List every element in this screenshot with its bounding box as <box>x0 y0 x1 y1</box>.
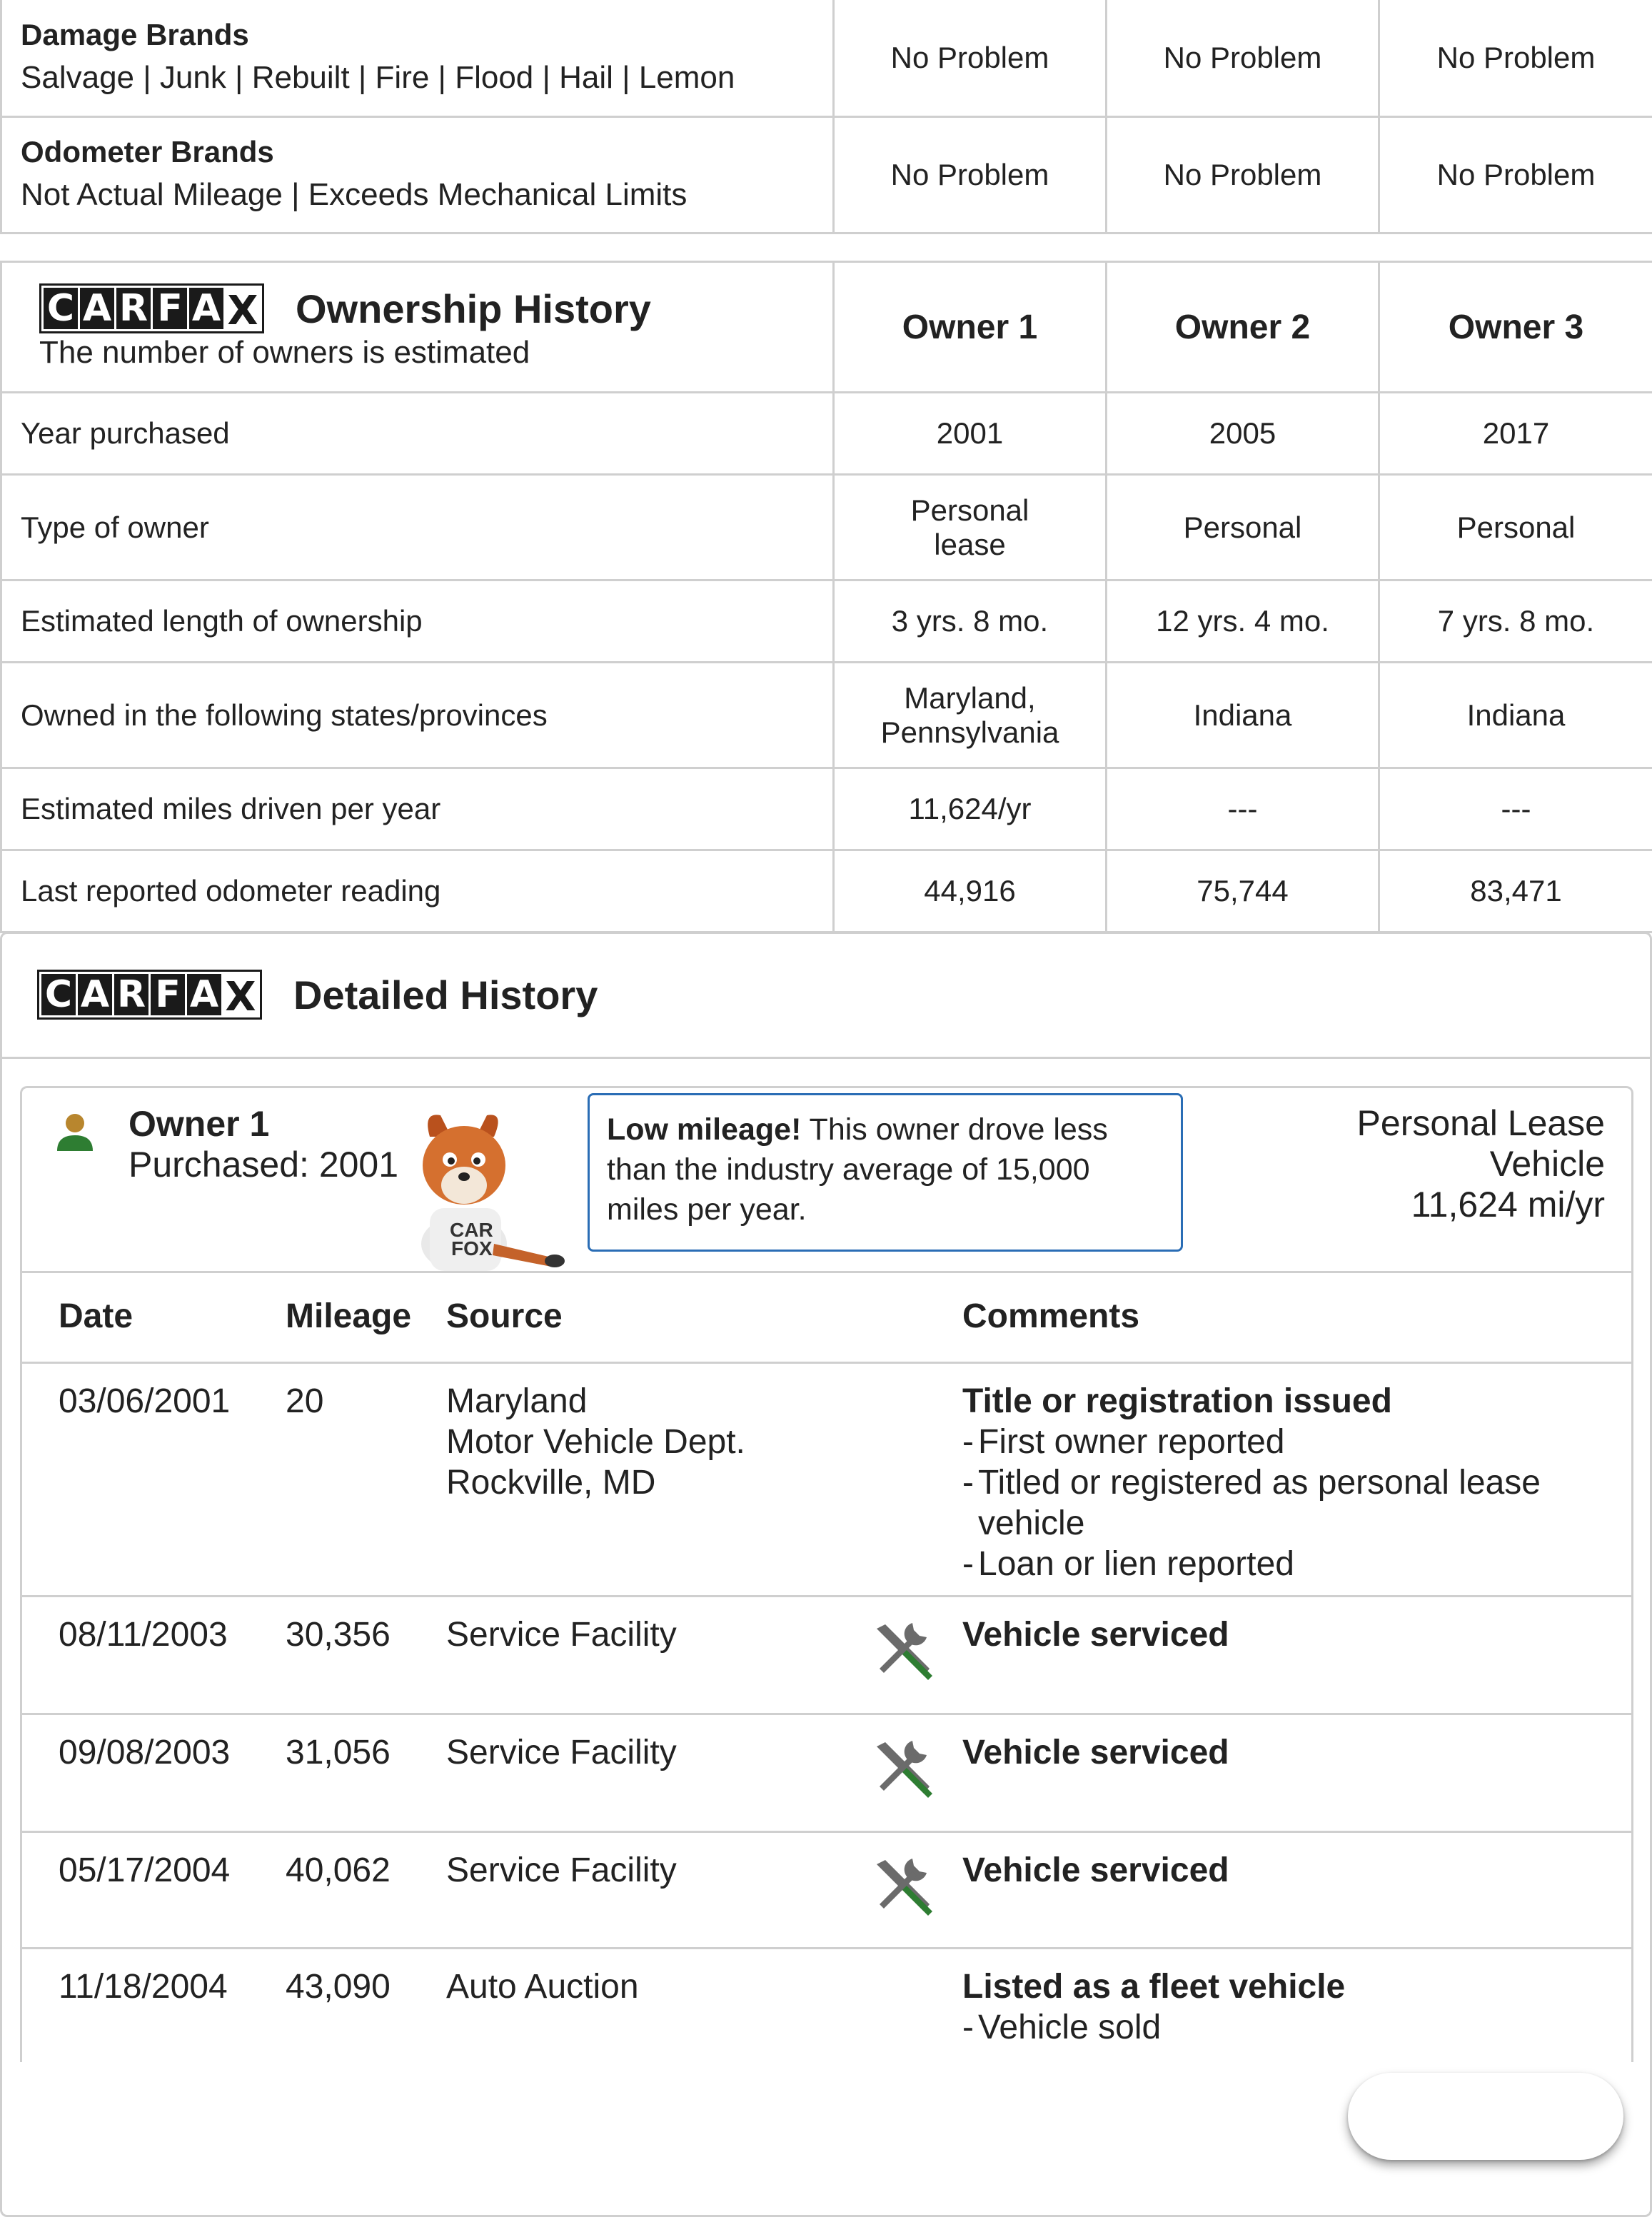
row-value: Personal <box>1379 475 1652 580</box>
row-value: Personal lease <box>834 475 1107 580</box>
column-header-mileage: Mileage <box>286 1296 411 1337</box>
record-source: Service Facility <box>446 1614 677 1655</box>
row-label: Owned in the following states/provinces <box>1 663 834 768</box>
row-label: Year purchased <box>1 393 834 475</box>
ownership-note: The number of owners is estimated <box>39 335 832 371</box>
row-value: Indiana <box>1379 663 1652 768</box>
brand-title: Damage Brands <box>21 15 832 55</box>
record-date: 11/18/2004 <box>59 1966 228 2007</box>
owner-column-header: Owner 3 <box>1379 262 1652 393</box>
owner-type: Personal Lease Vehicle 11,624 mi/yr <box>1357 1103 1605 1225</box>
row-value: 12 yrs. 4 mo. <box>1107 580 1379 663</box>
row-value: 3 yrs. 8 mo. <box>834 580 1107 663</box>
carfox-mascot <box>408 1108 565 1272</box>
owner-column-header: Owner 1 <box>834 262 1107 393</box>
row-value: Maryland, Pennsylvania <box>834 663 1107 768</box>
record-mileage: 40,062 <box>286 1850 391 1891</box>
ownership-row <box>1 580 1652 663</box>
row-value: 2005 <box>1107 393 1379 475</box>
comment-title: Listed as a fleet vehicle <box>962 1966 1605 2007</box>
row-value: 75,744 <box>1107 850 1379 932</box>
brand-title: Odometer Brands <box>21 132 832 172</box>
row-label: Type of owner <box>1 475 834 580</box>
history-header-row <box>21 1271 1632 1364</box>
brand-value: No Problem <box>1107 0 1379 117</box>
row-value: Indiana <box>1107 663 1379 768</box>
row-value: --- <box>1379 768 1652 850</box>
brands-table <box>0 0 1652 234</box>
row-label: Last reported odometer reading <box>1 850 834 932</box>
comment-item: - Titled or registered as personal lease vehicle <box>962 1462 1605 1544</box>
record-comments <box>962 1966 1605 2048</box>
ownership-row <box>1 393 1652 475</box>
ownership-row <box>1 850 1652 932</box>
row-label: Estimated miles driven per year <box>1 768 834 850</box>
record-mileage: 31,056 <box>286 1732 391 1773</box>
row-value: 2001 <box>834 393 1107 475</box>
comment-item: - Vehicle sold <box>962 2007 1605 2048</box>
column-header-date: Date <box>59 1296 133 1337</box>
record-date: 03/06/2001 <box>59 1381 230 1422</box>
row-value: 44,916 <box>834 850 1107 932</box>
row-value: 11,624/yr <box>834 768 1107 850</box>
comment-item: - First owner reported <box>962 1422 1605 1462</box>
section-title: Detailed History <box>293 972 598 1018</box>
row-value: Personal <box>1107 475 1379 580</box>
detailed-history-header <box>37 970 598 1020</box>
comment-title: Vehicle serviced <box>962 1614 1229 1655</box>
record-comments <box>962 1381 1605 1584</box>
record-source: Service Facility <box>446 1732 677 1773</box>
history-record <box>21 1595 1632 1715</box>
callout-bold: Low mileage! <box>607 1112 801 1147</box>
brand-value: No Problem <box>834 0 1107 117</box>
brand-value: No Problem <box>1379 117 1652 233</box>
comment-title: Vehicle serviced <box>962 1850 1229 1891</box>
row-label: Estimated length of ownership <box>1 580 834 663</box>
brand-row-odometer <box>1 117 1652 233</box>
owner-rate: 11,624 mi/yr <box>1357 1185 1605 1225</box>
owner-name: Owner 1 <box>129 1103 269 1145</box>
column-header-source: Source <box>446 1296 563 1337</box>
owner-person-icon <box>56 1112 94 1152</box>
comment-item: - Loan or lien reported <box>962 1544 1605 1584</box>
history-record <box>21 1362 1632 1597</box>
wrench-screwdriver-icon <box>871 1619 935 1692</box>
owner-purchased: Purchased: 2001 <box>129 1144 398 1185</box>
column-header-comments: Comments <box>962 1296 1139 1337</box>
brand-value: No Problem <box>834 117 1107 233</box>
record-date: 08/11/2003 <box>59 1614 228 1655</box>
section-title: Ownership History <box>296 286 651 332</box>
history-record <box>21 1947 1632 2061</box>
wrench-screwdriver-icon <box>871 1736 935 1810</box>
ownership-row <box>1 663 1652 768</box>
owner-column-header: Owner 2 <box>1107 262 1379 393</box>
brand-subtitle: Not Actual Mileage | Exceeds Mechanical Limits <box>21 172 832 218</box>
mascot-shirt-text: FOX <box>451 1237 493 1260</box>
low-mileage-callout <box>588 1093 1183 1252</box>
ownership-row <box>1 768 1652 850</box>
record-mileage: 43,090 <box>286 1966 391 2007</box>
record-mileage: 20 <box>286 1381 323 1422</box>
brand-subtitle: Salvage | Junk | Rebuilt | Fire | Flood | Hail | Lemon <box>21 55 832 101</box>
comment-title: Title or registration issued <box>962 1381 1605 1422</box>
carfax-logo: C A R F A X <box>39 283 264 333</box>
row-value: 2017 <box>1379 393 1652 475</box>
row-value: --- <box>1107 768 1379 850</box>
callout-text: This owner drove less than the industry average of 15,000 miles per year. <box>607 1112 1108 1227</box>
record-source: Auto Auction <box>446 1966 639 2007</box>
mascot-shirt-text: CAR <box>450 1219 493 1241</box>
record-source: Service Facility <box>446 1850 677 1891</box>
brand-value: No Problem <box>1107 117 1379 233</box>
record-source: Maryland Motor Vehicle Dept. Rockville, MD <box>446 1381 745 1503</box>
row-value: 7 yrs. 8 mo. <box>1379 580 1652 663</box>
record-mileage: 30,356 <box>286 1614 391 1655</box>
brand-row-damage <box>1 0 1652 117</box>
record-date: 05/17/2004 <box>59 1850 230 1891</box>
carfax-logo: C A R F A X <box>37 970 262 1020</box>
history-record <box>21 1713 1632 1833</box>
ownership-row <box>1 475 1652 580</box>
comment-title: Vehicle serviced <box>962 1732 1229 1773</box>
brand-value: No Problem <box>1379 0 1652 117</box>
ownership-header-row <box>1 262 1652 393</box>
row-value: 83,471 <box>1379 850 1652 932</box>
header-divider <box>0 1057 1652 1059</box>
record-date: 09/08/2003 <box>59 1732 230 1773</box>
wrench-screwdriver-icon <box>871 1854 935 1928</box>
floating-action-button[interactable] <box>1348 2073 1623 2160</box>
history-record <box>21 1831 1632 1949</box>
ownership-table <box>0 261 1652 933</box>
